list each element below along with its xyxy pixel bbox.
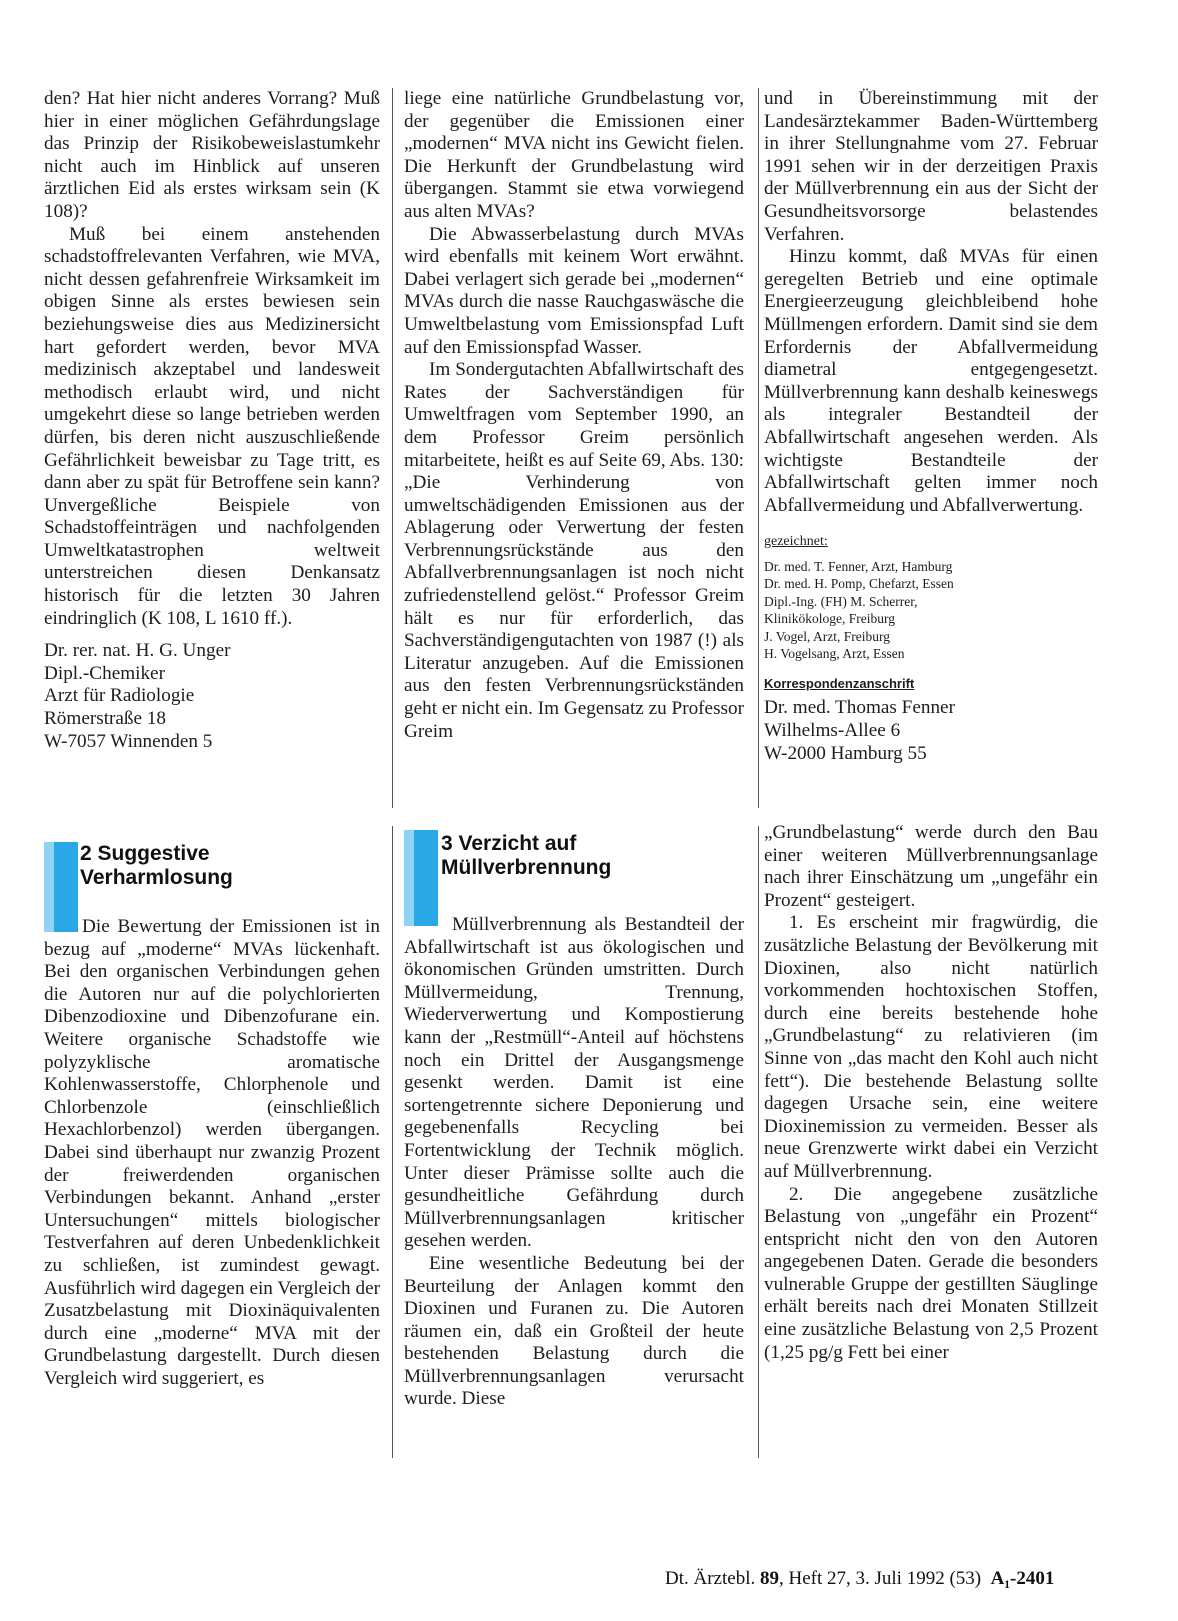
paragraph: 2. Die angegebene zusätzliche Belastung von „ungefähr ein Prozent“ entspricht nicht den von den Autoren angegebenen Daten. Gerade die besonders vulnerable Gruppe der gestillten Säuglinge erhält bereits nach drei Monaten Stillzeit eine zusätzliche Belastung von 2,5 Prozent (1,25 pg/g Fett bei einer [764, 1183, 1098, 1363]
signature-line: Dipl.-Chemiker [44, 662, 165, 684]
column-2-bottom [404, 914, 744, 1411]
heading-line: 3 Verzicht auf [441, 832, 577, 855]
paragraph: Muß bei einem anstehenden schadstoffrelevanten Verfahren, wie MVA, nicht dessen gefahrenfreie Wirksamkeit im obigen Sinne als erstes bewiesen sein beziehungsweise dies aus Medizinersicht hart gefordert werden, bevor MVA medizinisch akzeptabel und landesweit methodisch erlaubt wird, und nicht umgekehrt diese so lange betrieben werden dürfen, bis deren nicht auszuschließende Gefährlichkeit beweisbar zu Tage tritt, es dann aber zu spät für Betroffene sein kann? Unvergeßliche Beispiele von Schadstoffeinträgen und nachfolgenden Umweltkatastrophen weltweit unterstreichen diesen Denkansatz historisch für die letzten 30 Jahren eindringlich (K 108, L 1610 ff.). [44, 223, 380, 629]
column-rule [392, 88, 393, 808]
column-rule [758, 88, 759, 808]
paragraph: Die Abwasserbelastung durch MVAs wird ebenfalls mit keinem Wort erwähnt. Dabei verlagert sich gerade bei „modernen“ MVAs durch die nasse Rauchgaswäsche die Umweltbelastung vom Emissionspfad Luft auf den Emissionspfad Wasser. [404, 223, 744, 358]
paragraph: liege eine natürliche Grundbelastung vor, der gegenüber die Emissionen einer „modernen“ MVA nicht ins Gewicht fielen. Die Herkunft der Grundbelastung wird übergangen. Stammt sie etwa vorwiegend aus alten MVAs? [404, 88, 744, 222]
issue-date: , Heft 27, 3. Juli 1992 (53) [778, 1568, 982, 1589]
paragraph: „Grundbelastung“ werde durch den Bau einer weiteren Müllverbrennungsanlage nach ihrer Einschätzung um „ungefähr ein Prozent“ gesteigert. [764, 822, 1098, 911]
column-rule [392, 826, 393, 1458]
section-heading [441, 832, 611, 880]
paragraph: Eine wesentliche Bedeutung bei der Beurteilung der Anlagen kommt den Dioxinen und Furanen zu. Die Autoren räumen ein, daß ein Großteil der heute bestehenden Belastung durch die Müllverbrennungsanlagen verursacht wurde. Diese [404, 1252, 744, 1410]
column-1-bottom [44, 916, 380, 1390]
heading-line: Müllverbrennung [441, 856, 612, 879]
correspondence-address [764, 697, 1098, 765]
journal-name: Dt. Ärztebl. [665, 1568, 756, 1589]
signer: Dr. med. H. Pomp, Chefarzt, Essen [764, 576, 954, 592]
journal-volume: 89 [759, 1568, 779, 1589]
signature-line: Römerstraße 18 [44, 708, 167, 730]
signed-label: gezeichnet: [764, 534, 828, 550]
signer: Dipl.-Ing. (FH) M. Scherrer, [764, 593, 918, 609]
page-number: A₁-2401 [990, 1568, 1055, 1589]
column-1-top [44, 88, 380, 753]
author-signature [44, 640, 380, 753]
signer: J. Vogel, Arzt, Freiburg [764, 628, 891, 644]
address-line: Wilhelms-Allee 6 [764, 720, 901, 742]
section-heading [80, 842, 233, 890]
paragraph: Müllverbrennung als Bestandteil der Abfallwirtschaft ist aus ökologischen und ökonomischen Gründen umstritten. Durch Müllvermeidung, Trennung, Wiederverwertung und Kompostierung kann der „Restmüll“-Anteil auf höchstens noch ein Drittel der Ausgangsmenge gesenkt werden. Damit ist eine sortengetrennte sichere Deponierung und gegebenenfalls Recycling bei Fortentwicklung der Technik möglich. Unter dieser Prämisse sollte auch die gesundheitliche Gefährdung durch Müllverbrennungsanlagen kritischer gesehen werden. [404, 914, 744, 1252]
signer: Klinikökologe, Freiburg [764, 611, 895, 627]
paragraph: Im Sondergutachten Abfallwirtschaft des Rates der Sachverständigen für Umweltfragen vom September 1990, an dem Professor Greim persönlich mitarbeitete, heißt es auf Seite 69, Abs. 130: „Die Verhinderung von umweltschädigenden Emissionen aus der Ablagerung oder Verwertung der festen Verbrennungsrückstände aus den Abfallverbrennungsanlagen ist noch nicht zufriedenstellend gelöst.“ Professor Greim hält es nur für erforderlich, das Sachverständigengutachten von 1987 (!) als Literatur anzugeben. Auf die Emissionen aus den festen Verbrennungsrückständen geht er nicht ein. Im Gegensatz zu Professor Greim [404, 359, 744, 742]
correspondence-label: Korrespondenzanschrift [764, 675, 915, 691]
section-accent-bar [404, 830, 414, 926]
section-accent-bar [414, 830, 438, 926]
signer: H. Vogelsang, Arzt, Essen [764, 646, 905, 662]
address-line: Dr. med. Thomas Fenner [764, 697, 955, 719]
signature-line: Arzt für Radiologie [44, 685, 195, 707]
signature-line: Dr. rer. nat. H. G. Unger [44, 640, 231, 662]
paragraph: Hinzu kommt, daß MVAs für einen geregelten Betrieb und eine optimale Energieerzeugung gleichbleibend hohe Müllmengen erfordern. Damit sind sie dem Erfordernis der Abfallvermeidung diametral entgegengesetzt. Müllverbrennung kann deshalb keineswegs als integraler Bestandteil der Abfallwirtschaft angesehen werden. Als wichtigste Bestandteile der Abfallwirtschaft gelten immer noch Abfallvermeidung und Abfallverwertung. [764, 246, 1098, 516]
heading-line: Verharmlosung [80, 866, 233, 889]
signature-line: W-7057 Winnenden 5 [44, 730, 213, 752]
address-line: W-2000 Hamburg 55 [764, 742, 927, 764]
heading-line: 2 Suggestive [80, 842, 210, 865]
signer: Dr. med. T. Fenner, Arzt, Hamburg [764, 558, 953, 574]
column-3-bottom [764, 822, 1098, 1364]
column-rule [758, 826, 759, 1458]
paragraph: und in Übereinstimmung mit der Landesärztekammer Baden-Württemberg in ihrer Stellungnahme vom 27. Februar 1991 sehen wir in der derzeitigen Praxis der Müllverbrennung ein aus der Sicht der Gesundheitsvorsorge belastendes Verfahren. [764, 88, 1098, 245]
column-2-top [404, 88, 744, 743]
page-footer [665, 1568, 1054, 1590]
signers-list [764, 558, 1098, 663]
column-3-top [764, 88, 1098, 765]
paragraph: den? Hat hier nicht anderes Vorrang? Muß hier in einer möglichen Gefährdungslage das Prinzip der Risikobeweislastumkehr nicht auch im Hinblick auf unseren ärztlichen Eid als erstes wirksam sein (K 108)? [44, 88, 380, 222]
paragraph: 1. Es erscheint mir fragwürdig, die zusätzliche Belastung der Bevölkerung mit Dioxinen, also nicht natürlich vorkommenden hochtoxischen Stoffen, durch eine bereits bestehende hohe „Grundbelastung“ zu relativieren (im Sinne von „das macht den Kohl auch nicht fett“). Die bestehende Belastung sollte dagegen Ursache sein, eine weitere Dioxinemission zu vermeiden. Besser als neue Grenzwerte wirkt dabei ein Verzicht auf Müllverbrennung. [764, 912, 1098, 1182]
paragraph: Die Bewertung der Emissionen ist in bezug auf „moderne“ MVAs lückenhaft. Bei den organischen Verbindungen gehen die Autoren nur auf die polychlorierten Dibenzodioxine und Dibenzofurane ein. Weitere organische Schadstoffe wie polyzyklische aromatische Kohlenwasserstoffe, Chlorphenole und Chlorbenzole (einschließlich Hexachlorbenzol) werden übergangen. Dabei sind überhaupt nur zwanzig Prozent der freiwerdenden organischen Verbindungen bekannt. Anhand „erster Untersuchungen“ mittels biologischer Testverfahren auf deren Unbedenklichkeit zu schließen, ist zumindest gewagt. Ausführlich wird dagegen ein Vergleich der Zusatzbelastung mit Dioxinäquivalenten durch eine „moderne“ MVA mit der Grundbelastung dargestellt. Durch diesen Vergleich wird suggeriert, es [44, 916, 380, 1389]
